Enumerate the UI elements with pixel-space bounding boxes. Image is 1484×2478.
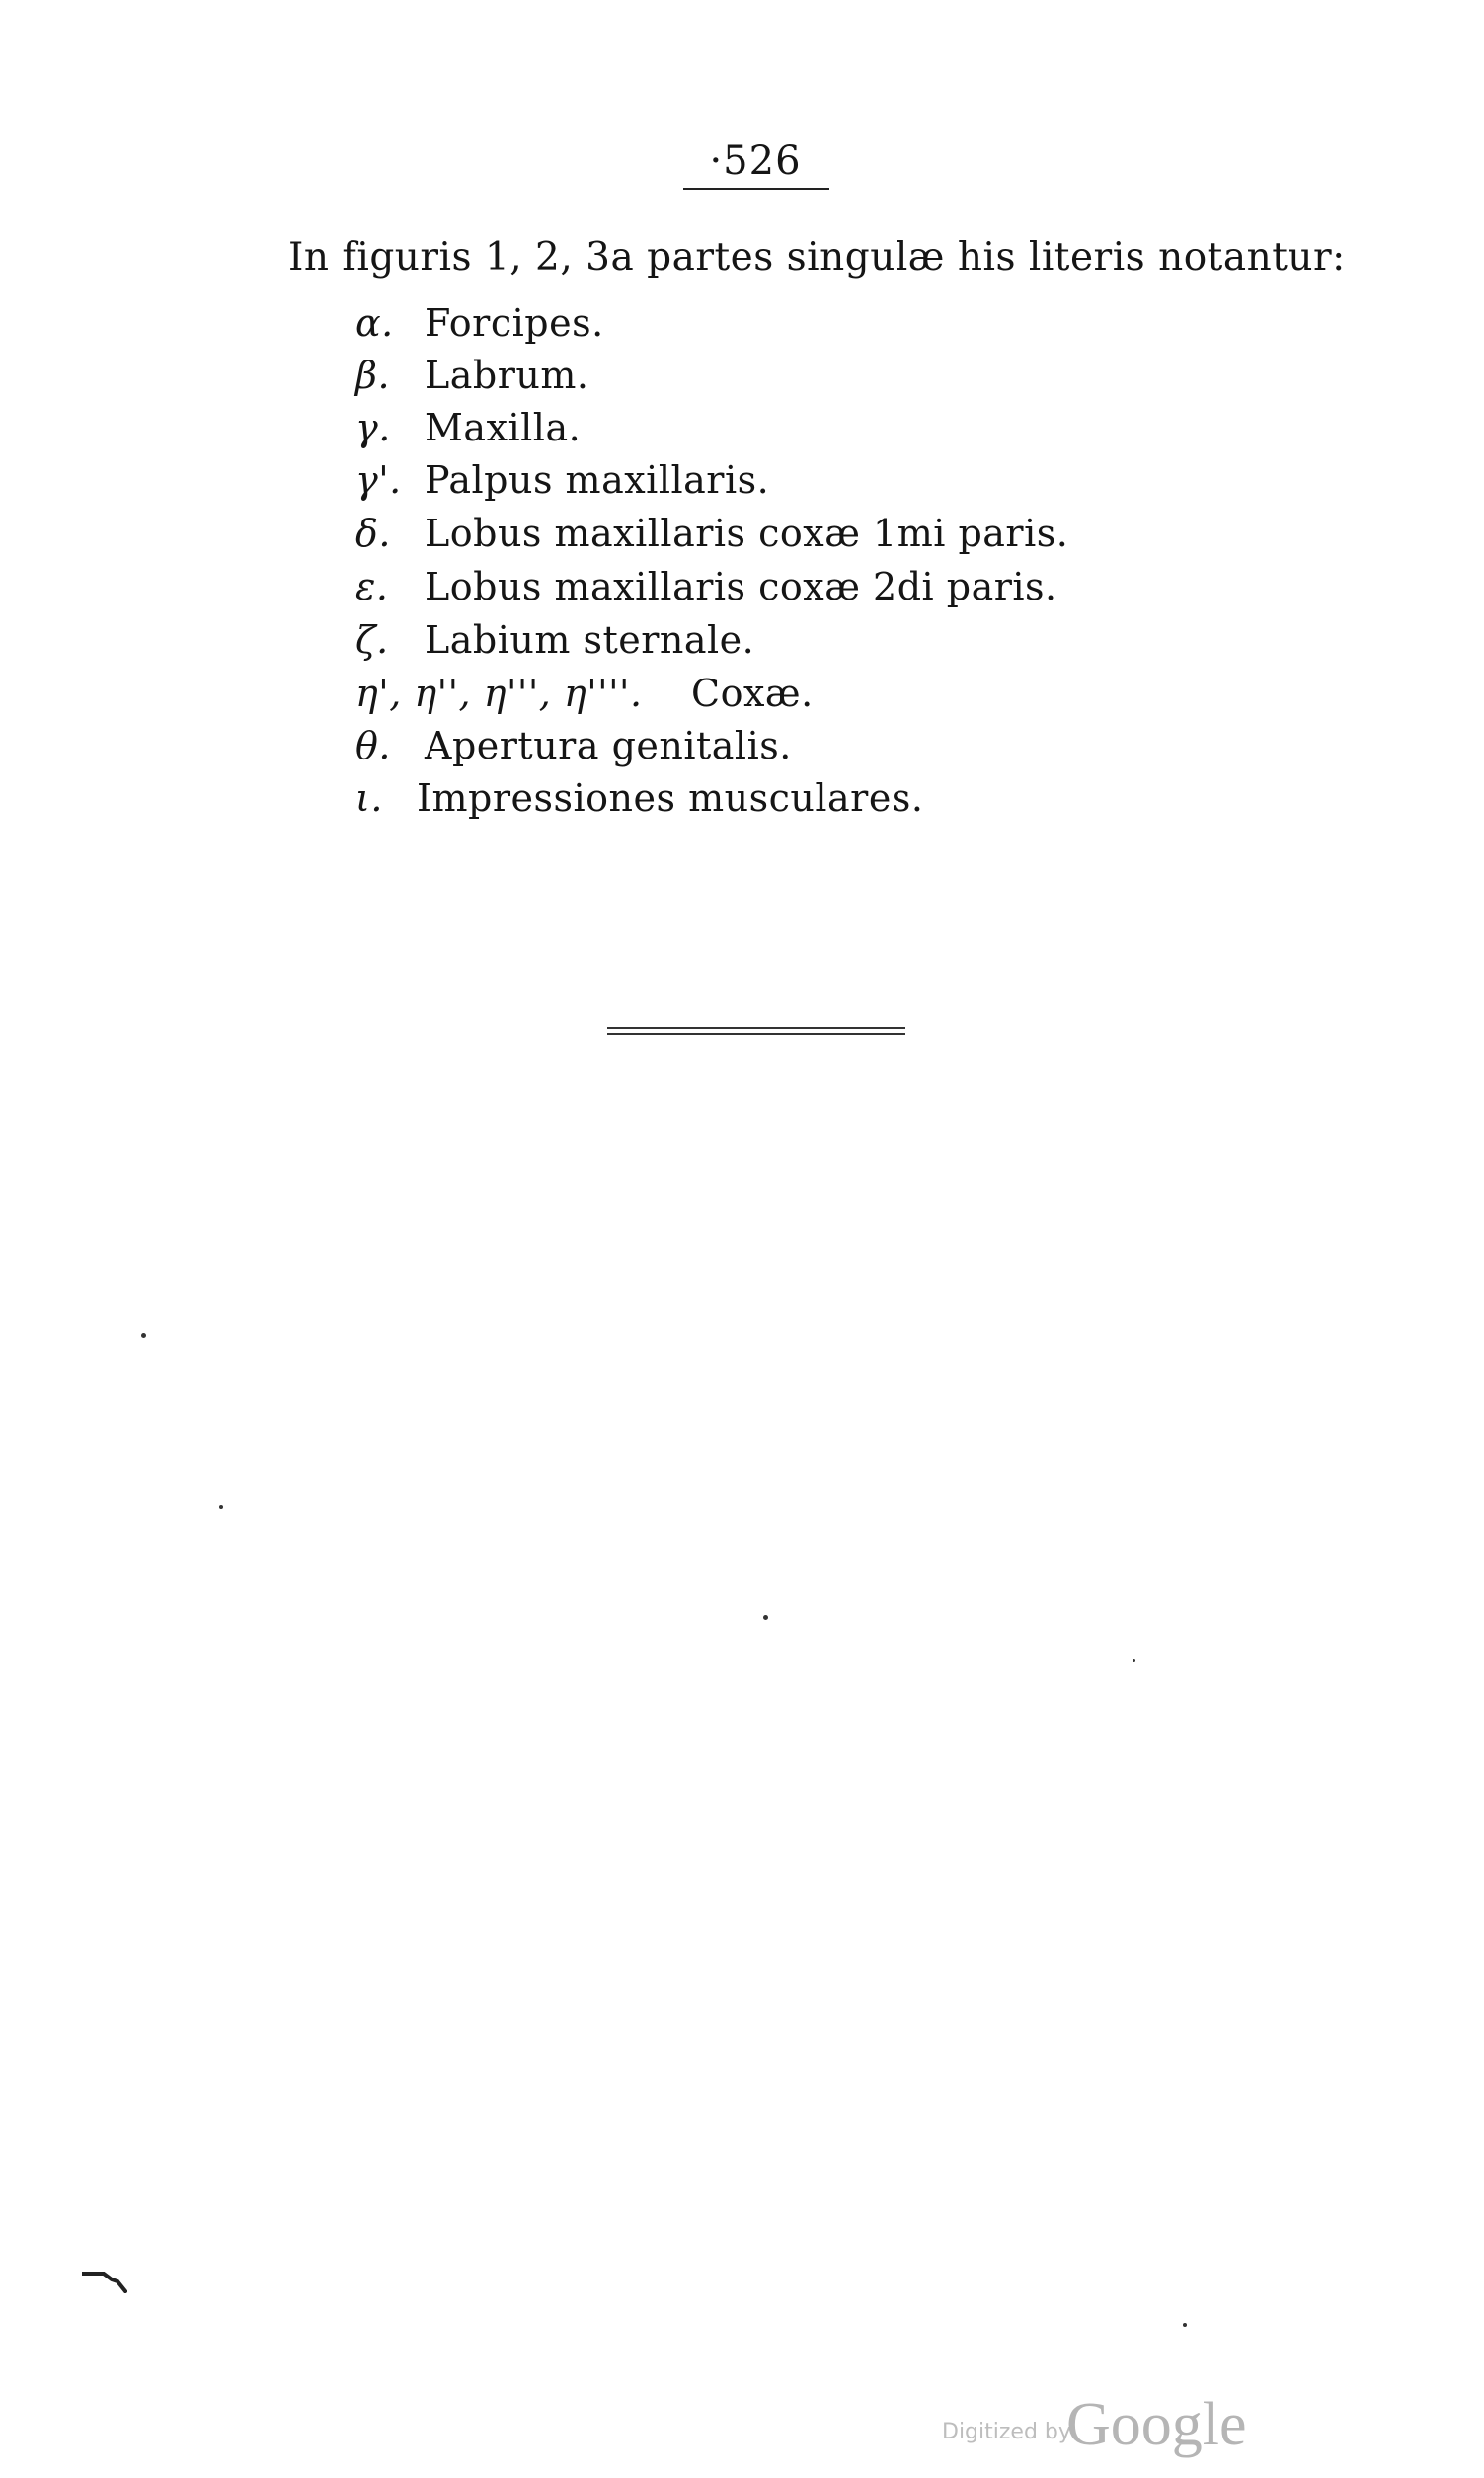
legend-description: Lobus maxillaris coxæ 2di paris.	[425, 565, 1057, 608]
legend-description: Palpus maxillaris.	[425, 458, 770, 502]
scan-speck	[1133, 1659, 1135, 1662]
scan-speck	[763, 1615, 768, 1620]
end-double-rule-top	[607, 1027, 905, 1029]
legend-symbol: β.	[355, 354, 391, 397]
legend-intro: In figuris 1, 2, 3a partes singulæ his literis notantur:	[288, 235, 1346, 280]
legend-symbol: α.	[355, 301, 394, 345]
watermark-brand-logo: Google	[1066, 2391, 1247, 2458]
corner-mark-icon	[82, 2270, 127, 2293]
legend-symbol: θ.	[355, 724, 391, 767]
legend-description: Impressiones musculares.	[417, 776, 924, 820]
legend-description: Coxæ.	[691, 672, 814, 715]
watermark	[938, 2390, 1264, 2459]
legend-description: Apertura genitalis.	[425, 724, 792, 767]
legend-symbol: η', η'', η''', η''''.	[355, 672, 643, 715]
legend-symbol: ι.	[355, 776, 383, 820]
end-double-rule-bottom	[607, 1033, 905, 1035]
page-number: ·526	[709, 138, 802, 184]
page-number-underline	[683, 188, 829, 190]
watermark-digitized-label: Digitized by	[942, 2420, 1071, 2444]
legend-symbol: δ.	[355, 512, 391, 555]
legend-symbol: ζ.	[355, 618, 389, 662]
legend-symbol: γ.	[355, 406, 391, 449]
legend-symbol: γ'.	[355, 458, 402, 502]
legend-symbol: ε.	[355, 565, 389, 608]
scan-speck	[219, 1505, 223, 1509]
legend-description: Labium sternale.	[425, 618, 755, 662]
legend-description: Maxilla.	[425, 406, 582, 449]
legend-description: Forcipes.	[425, 301, 604, 345]
legend-description: Labrum.	[425, 354, 589, 397]
scan-speck	[1183, 2323, 1187, 2327]
legend-description: Lobus maxillaris coxæ 1mi paris.	[425, 512, 1069, 555]
scan-speck	[141, 1333, 146, 1338]
